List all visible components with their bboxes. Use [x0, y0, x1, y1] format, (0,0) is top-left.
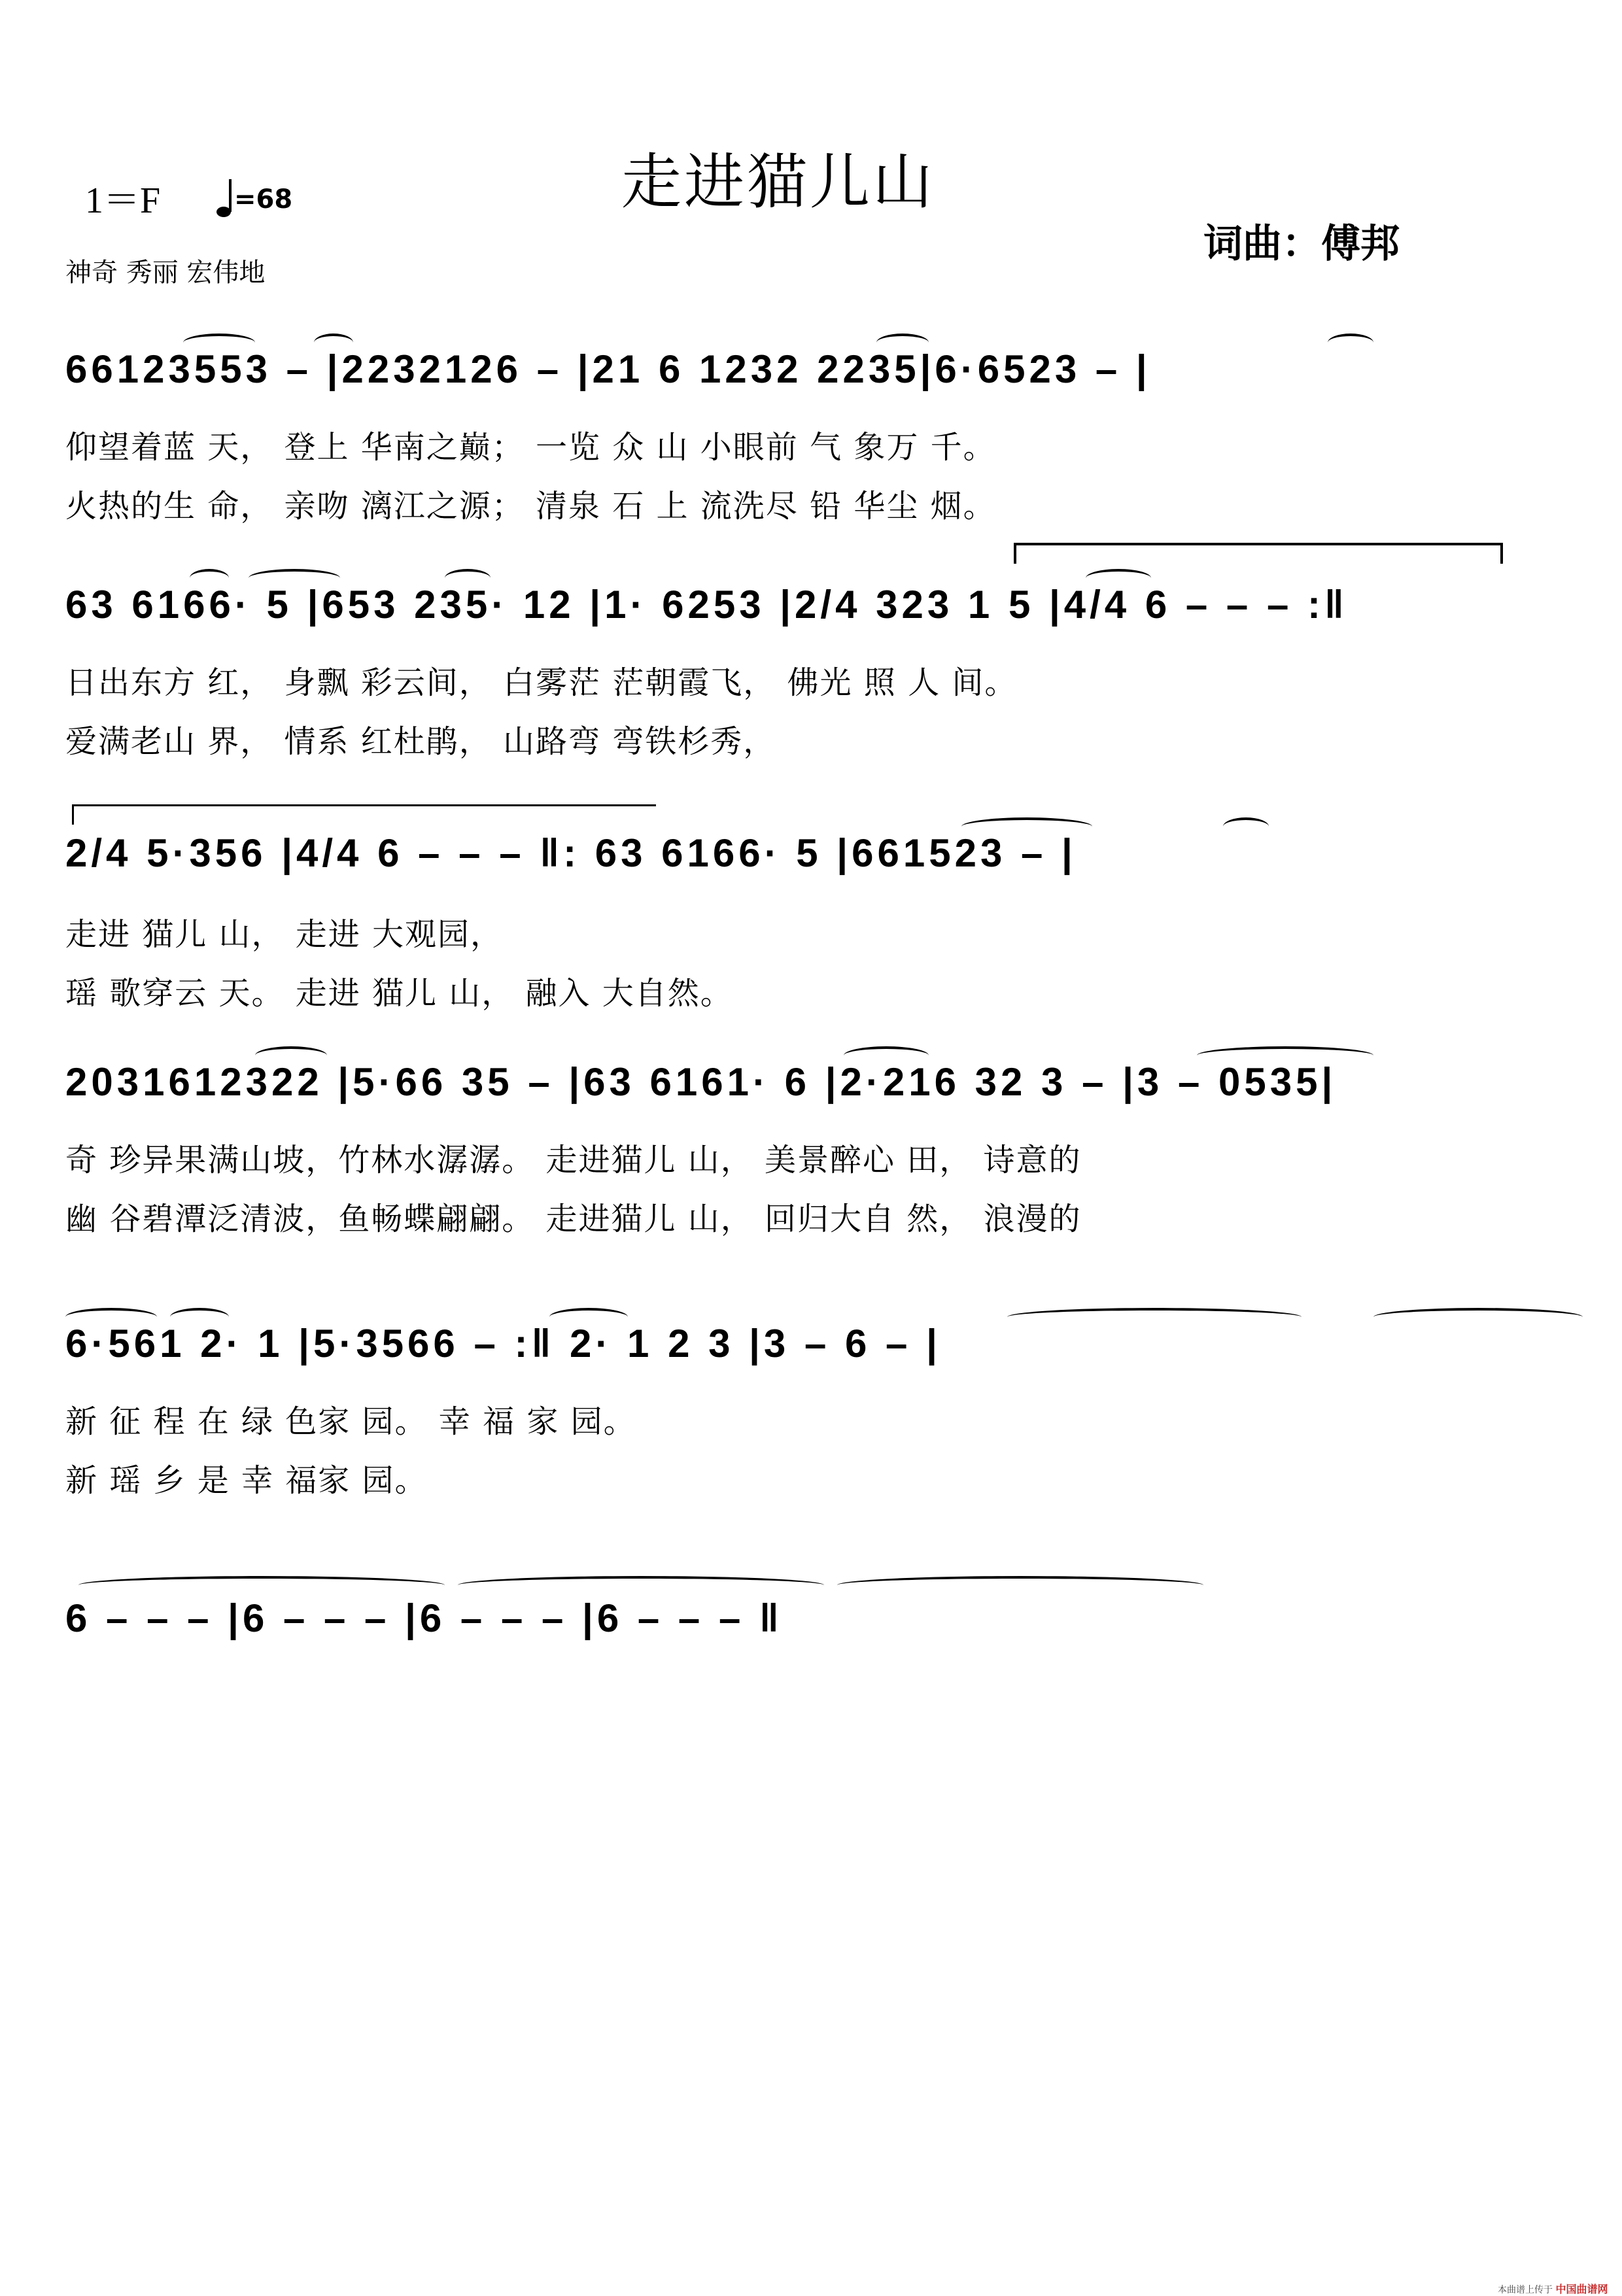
slur — [1223, 817, 1269, 836]
lyric-verse-2: 新 瑶 乡 是 幸 福家 园。 — [65, 1462, 428, 1499]
notes-line: 2/4 5·356 |4/4 6 – – – ‖: 63 6166· 5 |661523 – | — [65, 831, 1077, 875]
slur — [314, 334, 353, 352]
slur — [961, 817, 1092, 836]
notes-line: 2031612322 |5·66 35 – |63 6161· 6 |2·216 32 3 – |3 – 0535| — [65, 1060, 1337, 1104]
slur — [1328, 334, 1373, 352]
slur — [255, 1046, 327, 1065]
slur — [190, 569, 229, 587]
quarter-note-icon — [216, 177, 234, 225]
score-system-4 — [65, 1053, 1583, 1249]
page-title: 走进猫儿山 — [621, 147, 936, 217]
lyric-verse-2: 瑶 歌穿云 天。 走进 猫儿 山， 融入 大自然。 — [65, 975, 733, 1012]
lyric-verse-1: 仰望着蓝 天， 登上 华南之巅； 一览 众 山 小眼前 气 象万 千。 — [65, 429, 996, 466]
slur — [1373, 1308, 1583, 1326]
tempo-marking — [216, 177, 292, 225]
lyric-verse-2: 爱满老山 界， 情系 红杜鹃， 山路弯 弯铁杉秀， — [65, 723, 776, 760]
slur — [445, 569, 491, 587]
volta-bracket-1 — [1014, 543, 1503, 564]
footer-credit — [1498, 2281, 1608, 2296]
key-signature: 1＝F — [85, 180, 161, 221]
slur — [1007, 1308, 1302, 1326]
slur — [249, 569, 340, 587]
footer-brand: 中国曲谱网 — [1555, 2283, 1608, 2295]
score-system-2 — [65, 575, 1583, 772]
lyric-verse-2: 幽 谷碧潭泛清波，鱼畅蝶翩翩。 走进猫儿 山， 回归大自 然， 浪漫的 — [65, 1201, 1082, 1237]
volta-bracket-2 — [72, 804, 656, 825]
score-system-1 — [65, 340, 1583, 523]
lyric-verse-1: 走进 猫儿 山， 走进 大观园， — [65, 916, 504, 953]
author-credit: 词曲：傅邦 — [1203, 221, 1400, 267]
notes-line: 6 – – – |6 – – – |6 – – – |6 – – – ‖ — [65, 1596, 783, 1640]
tempo-value: =68 — [234, 184, 293, 214]
slur — [549, 1308, 628, 1326]
notes-line: 63 6166· 5 |653 235· 12 |1· 6253 |2/4 323 1 5 |4/4 6 – – – :‖ — [65, 583, 1348, 626]
slur — [65, 1308, 157, 1326]
lyric-verse-1: 新 征 程 在 绿 色家 园。 幸 福 家 园。 — [65, 1403, 636, 1440]
lyric-verse-1: 奇 珍异果满山坡，竹林水潺潺。 走进猫儿 山， 美景醉心 田， 诗意的 — [65, 1142, 1082, 1178]
notes-line: 6·561 2· 1 |5·3566 – :‖ 2· 1 2 3 |3 – 6 – | — [65, 1322, 941, 1365]
notes-line: 66123553 – |2232126 – |21 6 1232 2235|6·6523 – | — [65, 347, 1151, 391]
tie — [458, 1576, 824, 1594]
slur — [1197, 1046, 1373, 1065]
slur — [876, 334, 929, 352]
lyric-verse-2: 火热的生 命， 亲吻 漓江之源； 清泉 石 上 流洗尽 铅 华尘 烟。 — [65, 488, 996, 524]
score-system-3 — [65, 824, 1583, 1020]
slur — [1086, 569, 1151, 587]
slur — [170, 1308, 229, 1326]
footer-text: 本曲谱上传于 — [1498, 2285, 1553, 2295]
lyric-verse-1: 日出东方 红， 身飘 彩云间， 白雾茫 茫朝霞飞， 佛光 照 人 间。 — [65, 664, 1018, 701]
score-system-5 — [65, 1314, 1583, 1511]
score-system-6 — [65, 1589, 1583, 1668]
expression-mark: 神奇 秀丽 宏伟地 — [65, 258, 266, 288]
tie — [837, 1576, 1203, 1594]
slur — [844, 1046, 929, 1065]
tie — [78, 1576, 445, 1594]
slur — [183, 334, 255, 352]
